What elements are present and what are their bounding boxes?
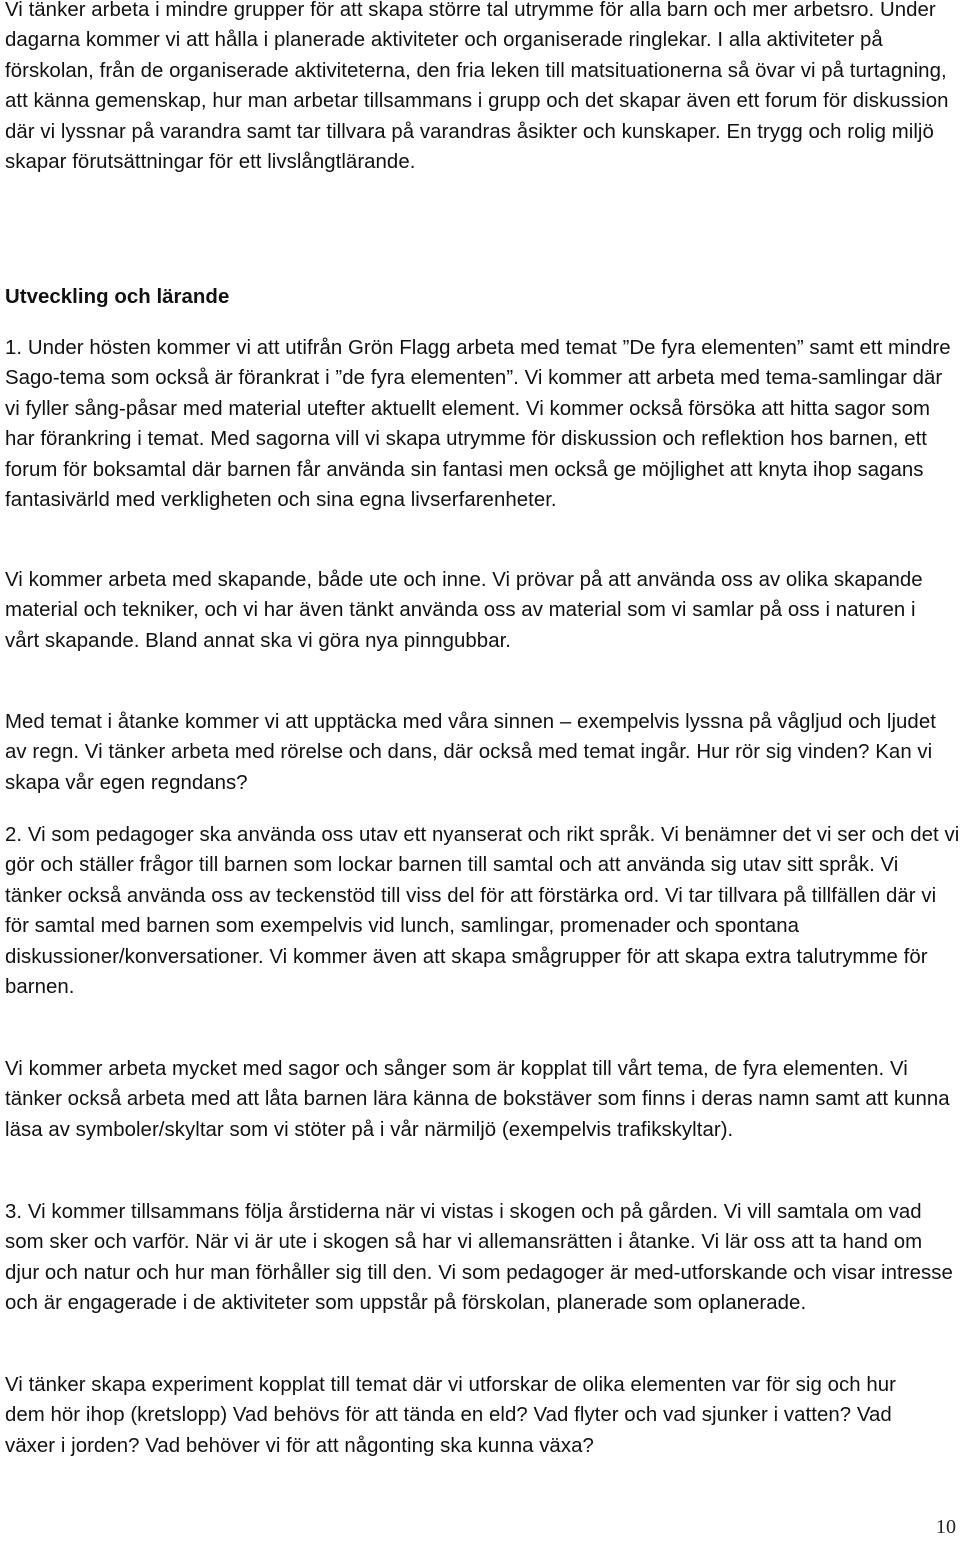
page-number: 10 <box>935 1516 956 1538</box>
paragraph-stories: Vi kommer arbeta mycket med sagor och sånger som är kopplat till vårt tema, de fyra elementen. Vi tänker också arbeta med att låta barnen lära känna de bokstäver som finns i deras namn samt att kunna läsa av symboler/skyltar som vi stöter på i vår närmiljö (exempelvis trafikskyltar). <box>5 1058 950 1141</box>
paragraph-senses: Med temat i åtanke kommer vi att upptäcka med våra sinnen – exempelvis lyssna på vågljud och ljudet av regn. Vi tänker arbeta med rörelse och dans, där också med temat ingår. Hur rör sig vinden? Kan vi skapa vår egen regndans? <box>5 711 936 794</box>
paragraph-section-3: 3. Vi kommer tillsammans följa årstiderna när vi vistas i skogen och på gården. Vi vill samtala om vad som sker och varför. När vi är ute i skogen så har vi allemansrätten i åtanke. Vi lär oss att ta hand om djur och natur och hur man förhåller sig till den. Vi som pedagoger är med-utforskande och visar intresse och är engagerade i de aktiviteter som uppstår på förskolan, planerade som oplanerade. <box>5 1201 953 1315</box>
paragraph-experiments: Vi tänker skapa experiment kopplat till temat där vi utforskar de olika elementen var för sig och hur dem hör ihop (kretslopp) Vad behövs för att tända en eld? Vad flyter och vad sjunker i vatten? Vad växer i jorden? Vad behöver vi för att någonting ska kunna växa? <box>5 1374 896 1457</box>
paragraph-intro: Vi tänker arbeta i mindre grupper för att skapa större tal utrymme för alla barn och mer arbetsro. Under dagarna kommer vi att hålla i planerade aktiviteter och organiserade ringlekar. I alla aktiviteter på förskolan, från de organiserade aktiviteterna, den fria leken till matsituationerna så övar vi på turtagning, att känna gemenskap, hur man arbetar tillsammans i grupp och det skapar även ett forum för diskussion där vi lyssnar på varandra samt tar tillvara på varandras åsikter och kunskaper. En trygg och rolig miljö skapar förutsättningar för ett livslångtlärande. <box>5 0 949 174</box>
paragraph-section-1: 1. Under hösten kommer vi att utifrån Grön Flagg arbeta med temat ”De fyra elementen” samt ett mindre Sago-tema som också är förankrat i ”de fyra elementen”. Vi kommer att arbeta med tema-samlingar där vi fyller sång-påsar med material utefter aktuellt element. Vi kommer också försöka att hitta sagor som har förankring i temat. Med sagorna vill vi skapa utrymme för diskussion och reflektion hos barnen, ett forum för boksamtal där barnen får använda sin fantasi men också ge möjlighet att knyta ihop sagans fantasivärld med verkligheten och sina egna livserfarenheter. <box>5 337 951 512</box>
section-heading: Utveckling och lärande <box>5 286 230 308</box>
paragraph-section-2: 2. Vi som pedagoger ska använda oss utav ett nyanserat och rikt språk. Vi benämner det vi ser och det vi gör och ställer frågor till barnen som lockar barnen till samtal och att använda sig utav sitt språk. Vi tänker också använda oss av teckenstöd till viss del för att förstärka ord. Vi tar tillvara på tillfällen där vi för samtal med barnen som exempelvis vid lunch, samlingar, promenader och spontana diskussioner/konversationer. Vi kommer även att skapa smågrupper för att skapa extra talutrymme för barnen. <box>5 824 960 999</box>
paragraph-creative: Vi kommer arbeta med skapande, både ute och inne. Vi prövar på att använda oss av olika skapande material och tekniker, och vi har även tänkt använda oss av material som vi samlar på oss i naturen i vårt skapande. Bland annat ska vi göra nya pinngubbar. <box>5 569 923 652</box>
